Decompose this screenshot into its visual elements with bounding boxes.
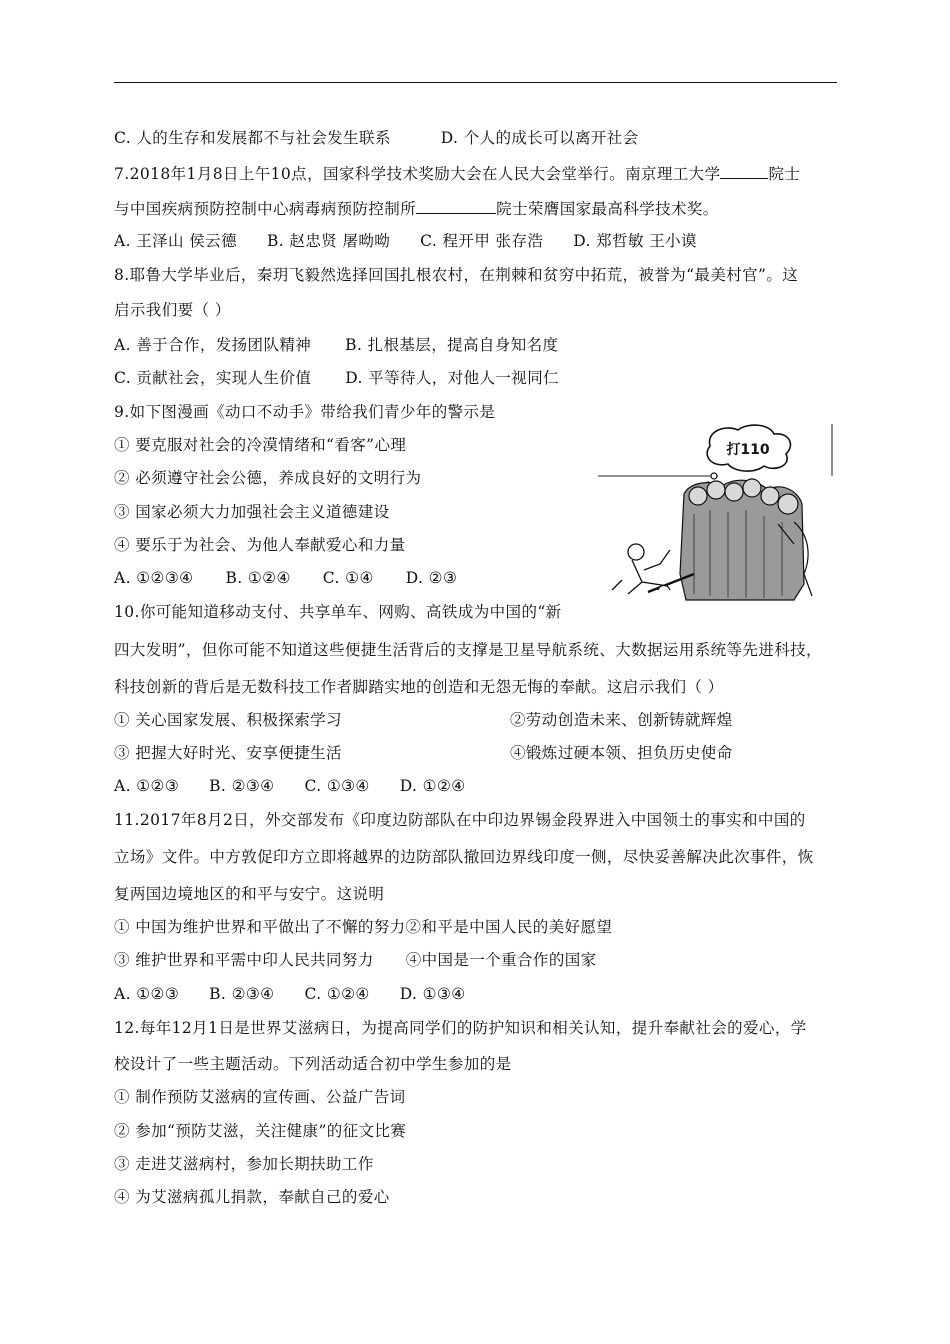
q8-stem-line1: 8.耶鲁大学毕业后，秦玥飞毅然选择回国扎根农村，在荆棘和贫穷中拓荒，被誉为“最美村官”。这 [114,266,799,284]
q7-stem-line1 [114,163,800,184]
q10-option-d: D. ①②④ [399,777,466,795]
q9-option-c: C. ①④ [322,569,374,587]
q12-stem-line2: 校设计了一些主题活动。下列活动适合初中学生参加的是 [114,1055,512,1073]
q10-stem-line3: 科技创新的背后是无数科技工作者脚踏实地的创造和无怨无悔的奉献。这启示我们（ ） [114,678,724,696]
q8-option-b: B. 扎根基层，提高自身知名度 [345,336,559,354]
q8-option-a: A. 善于合作，发扬团队精神 [114,336,312,354]
q6-option-d: D. 个人的成长可以离开社会 [440,129,639,147]
q11-stem-line2: 立场》文件。中方敦促印方立即将越界的边防部队撤回边界线印度一侧，尽快妥善解决此次事件，恢 [114,848,814,866]
q7-stem-line2 [114,198,719,219]
q10-item-3: ③ 把握大好时光、安享便捷生活 [114,744,342,762]
q12-stem-line1: 12.每年12月1日是世界艾滋病日，为提高同学们的防护知识和相关认知，提升奉献社会的爱心，学 [114,1019,807,1037]
header-rule [114,82,837,83]
q7-stem-text: 院士 [768,165,801,183]
q10-items-34 [114,743,733,763]
q10-stem-line2: 四大发明”，但你可能不知道这些便捷生活背后的支撑是卫星导航系统、大数据运用系统等先进科技， [114,641,822,659]
q8-option-d: D. 平等待人，对他人一视同仁 [345,369,559,387]
q11-option-a: A. ①②③ [114,985,180,1003]
q12-item-1: ① 制作预防艾滋病的宣传画、公益广告词 [114,1088,406,1106]
q9-item-3: ③ 国家必须大力加强社会主义道德建设 [114,503,390,521]
q9-item-4: ④ 要乐于为社会、为他人奉献爱心和力量 [114,536,406,554]
q10-item-2: ②劳动创造未来、创新铸就辉煌 [510,711,733,729]
crowd-figures [680,479,812,600]
cartoon-illustration [598,424,838,604]
q9-options [114,568,457,588]
q9-stem: 9.如下图漫画《动口不动手》带给我们青少年的警示是 [114,403,496,421]
q7-stem-text: 与中国疾病预防控制中心病毒病预防控制所 [114,200,417,218]
q8-options-cd [114,368,559,388]
q7-stem-text: 7.2018年1月8日上午10点，国家科学技术奖励大会在人民大会堂举行。南京理工大学 [114,165,721,183]
q7-option-d: D. 郑哲敏 王小谟 [573,232,697,250]
q11-item-4: ④中国是一个重合作的国家 [405,951,597,969]
q11-option-b: B. ②③④ [209,985,275,1003]
q11-option-c: C. ①②④ [304,985,370,1003]
q12-item-4: ④ 为艾滋病孤儿捐款，奉献自己的爱心 [114,1188,390,1206]
speech-bubble [706,425,790,486]
q9-option-d: D. ②③ [405,569,458,587]
q11-items-12: ① 中国为维护世界和平做出了不懈的努力②和平是中国人民的美好愿望 [114,918,613,936]
q11-stem-line3: 复两国边境地区的和平与安宁。这说明 [114,885,385,903]
q9-item-1: ① 要克服对社会的冷漠情绪和“看客”心理 [114,436,407,454]
q9-option-b: B. ①②④ [225,569,291,587]
q8-stem-line2: 启示我们要（ ） [114,301,231,319]
q11-stem-line1: 11.2017年8月2日，外交部发布《印度边防部队在中印边界锡金段界进入中国领土的事实和中国的 [114,811,806,829]
q10-options [114,776,466,796]
q11-items-34 [114,950,597,970]
q6-option-c: C. 人的生存和发展都不与社会发生联系 [114,129,391,147]
q10-option-b: B. ②③④ [209,777,275,795]
q12-item-3: ③ 走进艾滋病村，参加长期扶助工作 [114,1155,374,1173]
q10-item-4: ④锻炼过硬本领、担负历史使命 [510,744,733,762]
q10-item-1: ① 关心国家发展、积极探索学习 [114,711,342,729]
q7-blank-2 [416,198,496,214]
q10-items-12 [114,710,733,730]
q9-item-2: ② 必须遵守社会公德，养成良好的文明行为 [114,469,422,487]
q7-option-a: A. 王泽山 侯云德 [114,232,237,250]
q7-option-c: C. 程开甲 张存浩 [420,232,544,250]
bubble-text: 打110 [726,442,770,458]
q7-blank-1 [720,163,768,179]
q7-option-b: B. 赵忠贤 屠呦呦 [266,232,391,250]
q10-stem-line1: 10.你可能知道移动支付、共享单车、网购、高铁成为中国的“新 [114,603,562,621]
q11-item-3: ③ 维护世界和平需中印人民共同努力 [114,951,374,969]
q10-option-c: C. ①③④ [304,777,370,795]
q9-option-a: A. ①②③④ [114,569,194,587]
q8-options-ab [114,335,558,355]
q7-options [114,231,697,251]
q10-option-a: A. ①②③ [114,777,180,795]
q12-item-2: ② 参加“预防艾滋，关注健康”的征文比赛 [114,1122,407,1140]
q11-options [114,984,466,1004]
q6-options-cd [114,128,639,148]
q8-option-c: C. 贡献社会，实现人生价值 [114,369,312,387]
q7-stem-text: 院士荣膺国家最高科学技术奖。 [496,200,719,218]
q11-option-d: D. ①③④ [399,985,466,1003]
